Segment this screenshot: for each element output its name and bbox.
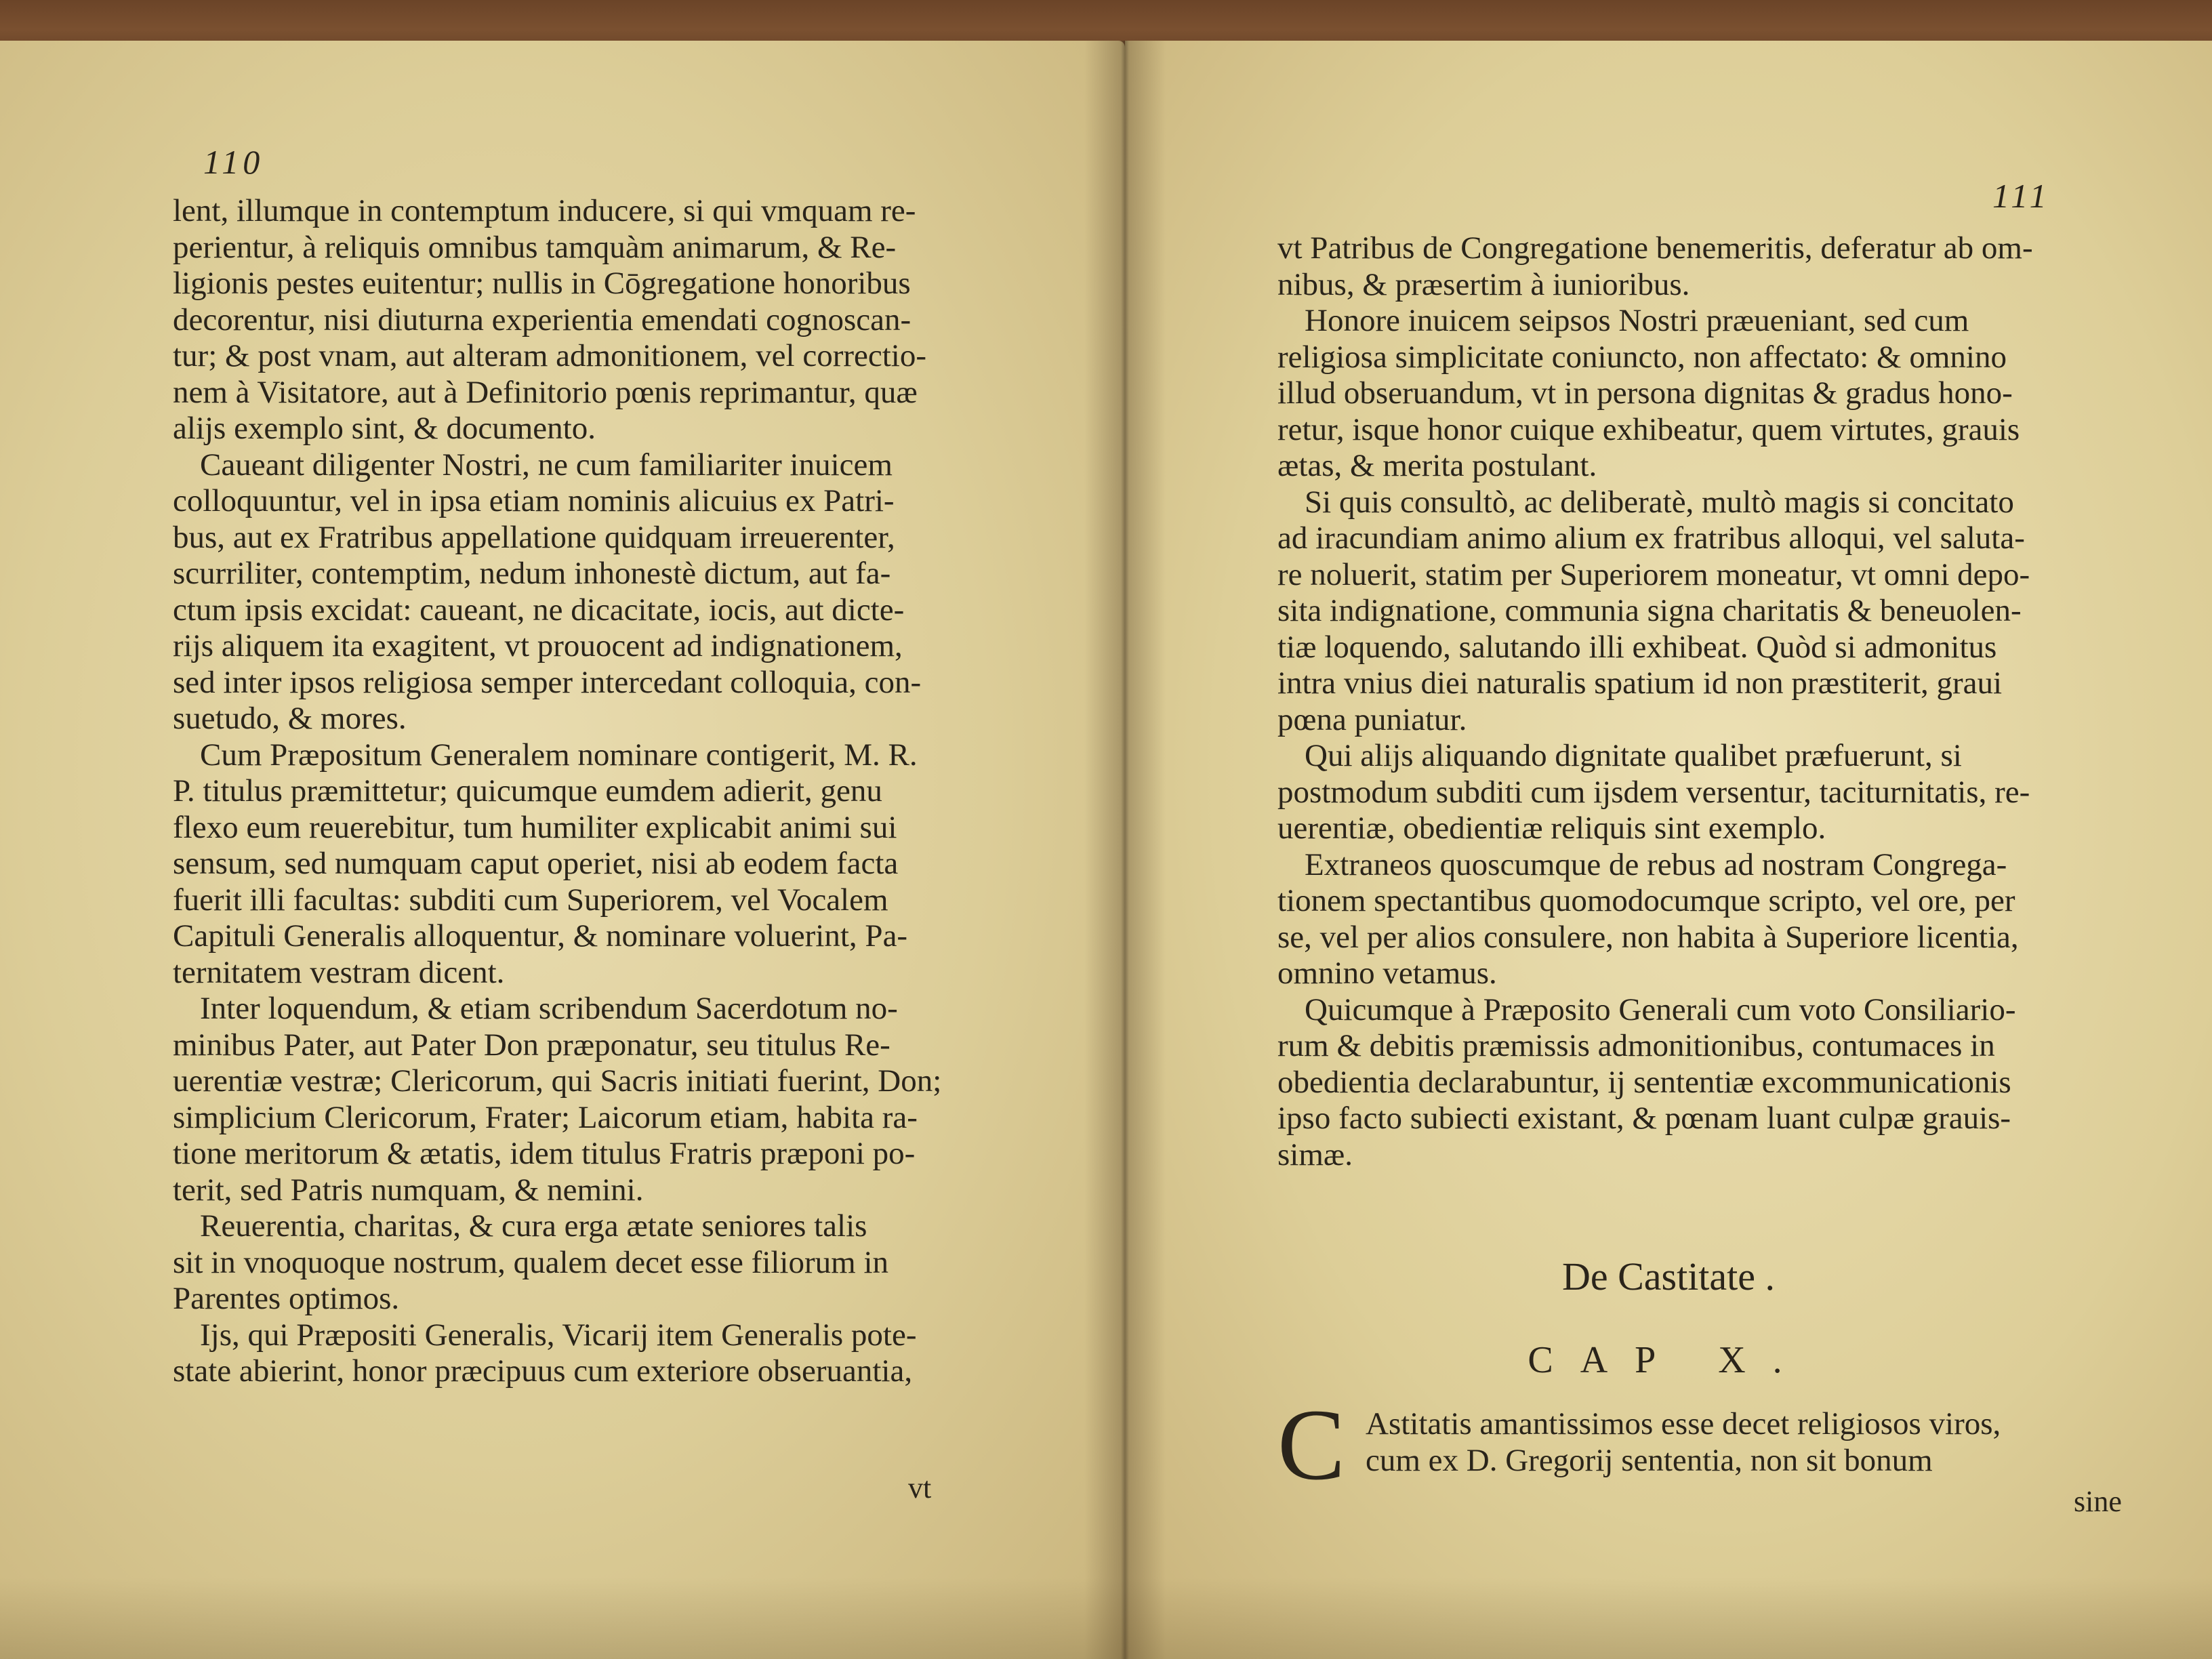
paragraph — [1277, 847, 2125, 992]
text-line: alijs exemplo sint, & documento. — [173, 411, 596, 446]
text-line: Honore inuicem seipsos Nostri præueniant, sed cum — [1305, 303, 1969, 338]
text-line: Reuerentia, charitas, & cura erga ætate seniores talis — [200, 1208, 867, 1244]
text-line: religiosa simplicitate coniuncto, non affectato: & omnino — [1277, 339, 2007, 375]
text-line: pœna puniatur. — [1277, 701, 1467, 737]
paragraph — [173, 737, 1006, 991]
text-line: illud obseruandum, vt in persona dignitas & gradus hono- — [1277, 375, 2013, 411]
chapter-label: CAP X. — [1528, 1339, 1809, 1381]
text-line: postmodum subditi cum ijsdem versentur, taciturnitatis, re- — [1277, 774, 2030, 810]
text-line: ligionis pestes euitentur; nullis in Cōgregatione honoribus — [173, 266, 911, 301]
text-line: terit, sed Patris numquam, & nemini. — [173, 1172, 644, 1208]
dropcap-text — [1366, 1406, 2125, 1479]
text-line: ctum ipsis excidat: caueant, ne dicacitate, iocis, aut dicte- — [173, 592, 905, 628]
text-line: bus, aut ex Fratribus appellatione quidquam irreuerenter, — [173, 519, 895, 555]
text-line: ætas, & merita postulant. — [1277, 448, 1597, 483]
text-line: Capituli Generalis alloquentur, & nominare voluerint, Pa- — [173, 918, 908, 954]
left-page-number: 110 — [203, 143, 264, 181]
paragraph — [1277, 738, 2125, 847]
text-line: re noluerit, statim per Superiorem moneatur, vt omni depo- — [1277, 556, 2030, 592]
text-line: simæ. — [1277, 1136, 1353, 1172]
text-line: Astitatis amantissimos esse decet religiosos viros, — [1366, 1406, 2001, 1441]
paragraph — [1277, 992, 2125, 1174]
book-gutter — [1084, 41, 1166, 1659]
paragraph — [1277, 303, 2125, 485]
text-line: fuerit illi facultas: subditi cum Superiorem, vel Vocalem — [173, 882, 888, 918]
text-line: Qui alijs aliquando dignitate qualibet præfuerunt, si — [1305, 738, 1962, 773]
text-line: nem à Visitatore, aut à Definitorio pœnis reprimantur, quæ — [173, 374, 918, 410]
text-line: Caueant diligenter Nostri, ne cum familiariter inuicem — [200, 447, 893, 483]
text-line: flexo eum reuerebitur, tum humiliter explicabit animi sui — [173, 809, 897, 845]
text-line: scurriliter, contemptim, nedum inhonestè dictum, aut fa- — [173, 556, 891, 591]
text-line: uerentiæ, obedientiæ reliquis sint exemplo. — [1277, 811, 1826, 846]
text-line: state abierint, honor præcipuus cum exteriore obseruantia, — [173, 1353, 913, 1389]
text-line: suetudo, & mores. — [173, 701, 407, 736]
text-line: tur; & post vnam, aut alteram admonitionem, vel correctio- — [173, 338, 927, 373]
text-line: omnino vetamus. — [1277, 956, 1497, 991]
text-line: sita indignatione, communia signa charitatis & beneuolen- — [1277, 593, 2022, 628]
text-line: decorentur, nisi diuturna experientia emendati cognoscan- — [173, 302, 912, 337]
text-line: ipso facto subiecti existant, & pœnam luant culpæ grauis- — [1277, 1101, 2011, 1136]
right-page-number: 111 — [1992, 177, 2051, 215]
text-line: rum & debitis præmissis admonitionibus, contumaces in — [1277, 1028, 1995, 1063]
text-line: lent, illumque in contemptum inducere, si qui vmquam re- — [173, 193, 916, 228]
open-book — [0, 27, 2212, 1659]
text-line: rijs aliquem ita exagitent, vt prouocent ad indignationem, — [173, 628, 903, 663]
paragraph — [1277, 230, 2125, 303]
text-line: sensum, sed numquam caput operiet, nisi ab eodem facta — [173, 846, 899, 881]
text-line: ad iracundiam animo alium ex fratribus alloqui, vel saluta- — [1277, 520, 2025, 556]
text-line: uerentiæ vestræ; Clericorum, qui Sacris initiati fuerint, Don; — [173, 1063, 942, 1099]
paragraph — [1277, 485, 2125, 739]
paragraph — [173, 1208, 1006, 1317]
text-line: nibus, & præsertim à iunioribus. — [1277, 266, 1690, 302]
right-page — [1125, 41, 2212, 1659]
left-catchword: vt — [908, 1471, 932, 1504]
text-line: Quicumque à Præposito Generali cum voto Consiliario- — [1305, 991, 2016, 1027]
right-catchword: sine — [2074, 1485, 2122, 1518]
right-page-text — [1277, 230, 2125, 1173]
dropcap-letter: C — [1277, 1389, 1346, 1501]
text-line: simplicium Clericorum, Frater; Laicorum etiam, habita ra- — [173, 1099, 918, 1135]
paragraph — [173, 991, 1006, 1208]
text-line: Inter loquendum, & etiam scribendum Sacerdotum no- — [200, 991, 898, 1026]
text-line: cum ex D. Gregorij sententia, non sit bonum — [1366, 1442, 1933, 1478]
paragraph — [173, 1317, 1006, 1390]
text-line: se, vel per alios consulere, non habita à Superiore licentia, — [1277, 919, 2019, 955]
text-line: sit in vnoquoque nostrum, qualem decet esse filiorum in — [173, 1244, 889, 1280]
left-page — [0, 41, 1125, 1659]
text-line: intra vnius diei naturalis spatium id non præstiterit, graui — [1277, 665, 2003, 701]
text-line: obedientia declarabuntur, ij sententiæ excommunicationis — [1277, 1064, 2011, 1100]
dropcap-paragraph — [1277, 1389, 2125, 1501]
text-line: tiæ loquendo, salutando illi exhibeat. Quòd si admonitus — [1277, 629, 1997, 665]
text-line: Parentes optimos. — [173, 1281, 400, 1316]
text-line: colloquuntur, vel in ipsa etiam nominis alicuius ex Patri- — [173, 483, 895, 518]
text-line: sed inter ipsos religiosa semper intercedant colloquia, con- — [173, 664, 922, 700]
text-line: P. titulus præmittetur; quicumque eumdem adierit, genu — [173, 773, 882, 808]
page-shadow — [0, 1578, 1125, 1659]
text-line: Cum Præpositum Generalem nominare contigerit, M. R. — [200, 737, 918, 773]
paragraph — [173, 193, 1006, 447]
text-line: tionem spectantibus quomodocumque scripto, vel ore, per — [1277, 883, 2015, 918]
left-page-text — [173, 193, 1006, 1390]
text-line: minibus Pater, aut Pater Don præponatur, seu titulus Re- — [173, 1027, 890, 1063]
text-line: Extraneos quoscumque de rebus ad nostram Congrega- — [1305, 846, 2007, 882]
text-line: ternitatem vestram dicent. — [173, 954, 505, 990]
page-shadow — [1125, 1578, 2212, 1659]
text-line: tione meritorum & ætatis, idem titulus Fratris præponi po- — [173, 1136, 916, 1171]
text-line: Ijs, qui Præpositi Generalis, Vicarij item Generalis pote- — [200, 1317, 917, 1353]
paragraph — [173, 447, 1006, 737]
section-title: De Castitate . — [1561, 1254, 1776, 1298]
text-line: retur, isque honor cuique exhibeatur, quem virtutes, grauis — [1277, 411, 2020, 447]
text-line: perientur, à reliquis omnibus tamquàm animarum, & Re- — [173, 229, 897, 265]
text-line: vt Patribus de Congregatione benemeritis, deferatur ab om- — [1277, 230, 2033, 266]
text-line: Si quis consultò, ac deliberatè, multò magis si concitato — [1305, 484, 2014, 520]
